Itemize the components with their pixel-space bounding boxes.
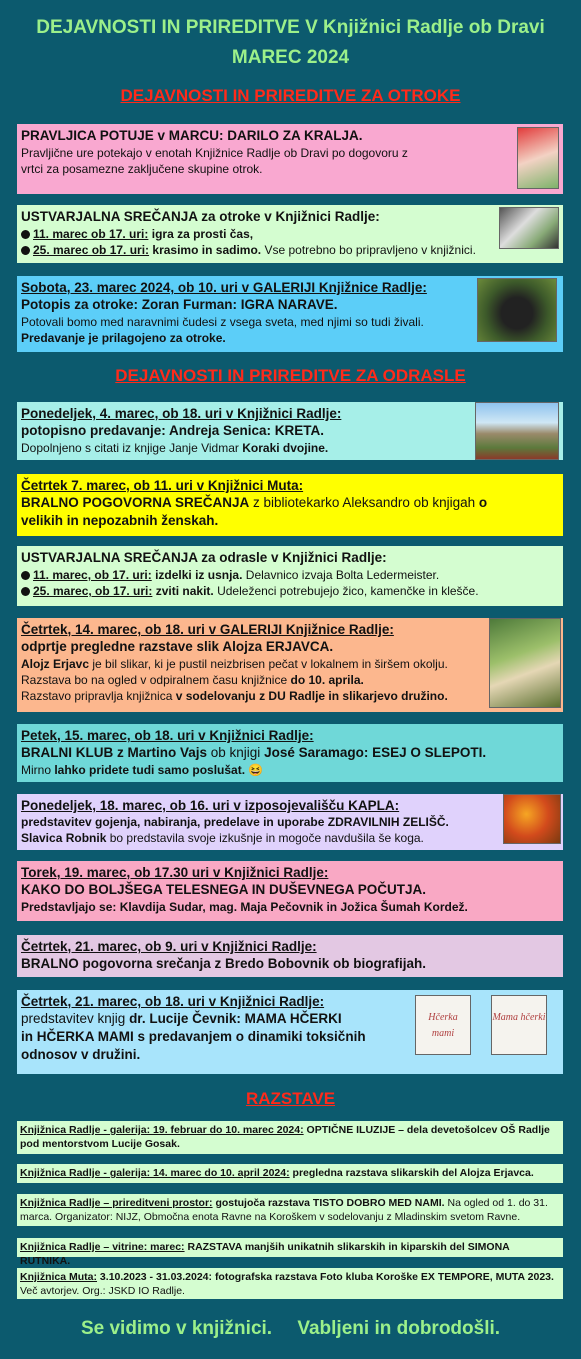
event-subheading: odprtje pregledne razstave slik Alojza ERJAVCA.	[21, 639, 334, 654]
event-heading: USTVARJALNA SREČANJA za odrasle v Knjižnici Radlje:	[21, 550, 387, 565]
laughing-emoji-icon: 😆	[248, 763, 264, 777]
exhibition-item: Knjižnica Radlje – vitrine: marec: RAZSTAVA manjših unikatnih slikarskih in kiparskih del SIMONA RUTNIKA.	[17, 1238, 563, 1257]
event-heading: Sobota, 23. marec 2024, ob 10. uri v GALERIJI Knjižnice Radlje:	[21, 280, 427, 295]
event-heading: Četrtek, 21. marec, ob 9. uri v Knjižnici Radlje:	[21, 939, 317, 954]
event-text: Dopolnjeno s citati iz knjige Janje Vidmar Koraki dvojine.	[21, 441, 329, 455]
bullet-icon	[21, 230, 30, 239]
book-cover-image	[517, 127, 559, 189]
herbs-photo	[503, 794, 561, 844]
adults-event-muta-reading	[17, 474, 563, 536]
event-heading: Petek, 15. marec, ob 18. uri v Knjižnici Radlje:	[21, 728, 314, 743]
adults-event-biographies	[17, 935, 563, 977]
event-heading: Četrtek, 21. marec, ob 18. uri v Knjižnici Radlje:	[21, 994, 325, 1009]
event-text: predstavitev knjig dr. Lucije Čevnik: MAMA HČERKI	[21, 1011, 342, 1026]
event-text: Pravljične ure potekajo v enotah Knjižnice Radlje ob Dravi po dogovoru z	[21, 146, 408, 160]
event-text: odnosov v družini.	[21, 1047, 141, 1062]
event-item: 11. marec ob 17. uri: igra za prosti čas,	[21, 226, 559, 242]
kids-event-travelogue	[17, 276, 563, 352]
adults-heading: DEJAVNOSTI IN PRIREDITVE ZA ODRASLE	[115, 366, 466, 385]
event-subheading: Potopis za otroke: Zoran Furman: IGRA NARAVE.	[21, 297, 338, 312]
gorilla-photo	[477, 278, 557, 342]
book-cover-hcerka-mami: Hčerka mami	[415, 995, 471, 1055]
painter-photo	[489, 618, 561, 708]
event-text: Alojz Erjavc je bil slikar, ki je pustil neizbrisen pečat v lokalnem in širšem okolju.	[21, 657, 448, 671]
book-cover-mama-hcerki: Mama hčerki	[491, 995, 547, 1055]
adults-event-erjavec	[17, 618, 563, 712]
footer-right-text: Vabljeni in dobrodošli.	[297, 1318, 501, 1339]
event-item: 11. marec, ob 17. uri: izdelki iz usnja. Delavnico izvaja Bolta Ledermeister.	[21, 567, 559, 583]
exhibition-item: Knjižnica Muta: 3.10.2023 - 31.03.2024: fotografska razstava Foto kluba Koroške EX TEMPORE, MUTA 2023. Več avtorjev. Org.: JSKD IO Radlje.	[17, 1268, 563, 1299]
adults-event-herbs	[17, 794, 563, 850]
event-subheading: predstavitev gojenja, nabiranja, predelave in uporabe ZDRAVILNIH ZELIŠČ.	[21, 815, 449, 829]
event-text: vrtci za posamezne zaključene skupine otrok.	[21, 162, 263, 176]
event-text: Predstavljajo se: Klavdija Sudar, mag. Maja Pečovnik in Jožica Šumah Kordež.	[21, 900, 468, 914]
exhibition-item: Knjižnica Radlje – prireditveni prostor: gostujoča razstava TISTO DOBRO MED NAMI. Na ogled od 1. do 31. marca. Organizator: NIJZ, Območna enota Ravne na Koroškem v sodelovanju z Mladinskim svetom Ravne.	[17, 1194, 563, 1226]
event-text: Razstavo pripravlja knjižnica v sodelovanju z DU Radlje in slikarjevo družino.	[21, 689, 448, 703]
event-subheading: BRALNO pogovorna srečanja z Bredo Bobovnik ob biografijah.	[21, 956, 427, 971]
event-heading: USTVARJALNA SREČANJA za otroke v Knjižnici Radlje:	[21, 209, 380, 224]
bullet-icon	[21, 587, 30, 596]
event-text: velikih in nepozabnih ženskah.	[21, 513, 219, 528]
event-subheading: KAKO DO BOLJŠEGA TELESNEGA IN DUŠEVNEGA POČUTJA.	[21, 882, 427, 897]
exhibition-item: Knjižnica Radlje - galerija: 19. februar do 10. marec 2024: OPTIČNE ILUZIJE – dela devetošolcev OŠ Radlje pod mentorstvom Lucije Gosak.	[17, 1121, 563, 1154]
event-heading: Ponedeljek, 18. marec, ob 16. uri v izposojevališču KAPLA:	[21, 798, 400, 813]
footer-left-text: Se vidimo v knjižnici.	[80, 1318, 273, 1339]
bullet-icon	[21, 246, 30, 255]
adults-event-book-club	[17, 724, 563, 782]
event-text: BRALNO POGOVORNA SREČANJA z bibliotekarko Aleksandro ob knjigah o	[21, 495, 488, 510]
footer	[0, 1318, 581, 1340]
event-text: Slavica Robnik bo predstavila svoje izkušnje in mogoče navdušila še koga.	[21, 831, 424, 845]
event-item: 25. marec, ob 17. uri: zviti nakit. Udeleženci potrebujejo žico, kamenčke in klešče.	[21, 583, 559, 599]
event-subheading: potopisno predavanje: Andreja Senica: KRETA.	[21, 423, 325, 438]
adults-event-book-presentation	[17, 990, 563, 1074]
event-text: in HČERKA MAMI s predavanjem o dinamiki toksičnih	[21, 1029, 366, 1044]
adults-event-kreta	[17, 402, 563, 460]
event-heading: PRAVLJICA POTUJE v MARCU: DARILO ZA KRALJA.	[21, 128, 363, 143]
adults-event-wellbeing	[17, 861, 563, 921]
page-subtitle: MAREC 2024	[231, 47, 350, 68]
exhibitions-heading: RAZSTAVE	[245, 1089, 336, 1108]
kids-event-workshops	[17, 205, 563, 263]
exhibition-item: Knjižnica Radlje - galerija: 14. marec do 10. april 2024: pregledna razstava slikarskih del Alojza Erjavca.	[17, 1164, 563, 1183]
event-text: Potovali bomo med naravnimi čudesi z vsega sveta, med njimi so tudi živali.	[21, 315, 424, 329]
event-text: Razstava bo na ogled v odpiralnem času knjižnice do 10. aprila.	[21, 673, 364, 687]
kids-event-fairytale	[17, 124, 563, 194]
page-title: DEJAVNOSTI IN PRIREDITVE V Knjižnici Radlje ob Dravi	[36, 17, 545, 38]
event-heading: Torek, 19. marec, ob 17.30 uri v Knjižnici Radlje:	[21, 865, 329, 880]
adults-event-workshops	[17, 546, 563, 606]
event-text: BRALNI KLUB z Martino Vajs ob knjigi José Saramago: ESEJ O SLEPOTI.	[21, 745, 487, 760]
bullet-icon	[21, 571, 30, 580]
event-item: 25. marec ob 17. uri: krasimo in sadimo. Vse potrebno bo pripravljeno v knjižnici.	[21, 242, 559, 258]
event-text: Mirno lahko pridete tudi samo poslušat. 😆	[21, 763, 264, 777]
workshop-photo	[499, 207, 559, 249]
event-text: Predavanje je prilagojeno za otroke.	[21, 331, 226, 345]
kids-heading: DEJAVNOSTI IN PRIREDITVE ZA OTROKE	[120, 86, 461, 105]
event-heading: Četrtek, 14. marec, ob 18. uri v GALERIJI Knjižnice Radlje:	[21, 622, 394, 637]
event-heading: Četrtek 7. marec, ob 11. uri v Knjižnici Muta:	[21, 478, 304, 493]
event-heading: Ponedeljek, 4. marec, ob 18. uri v Knjižnici Radlje:	[21, 406, 342, 421]
kreta-photo	[475, 402, 559, 460]
